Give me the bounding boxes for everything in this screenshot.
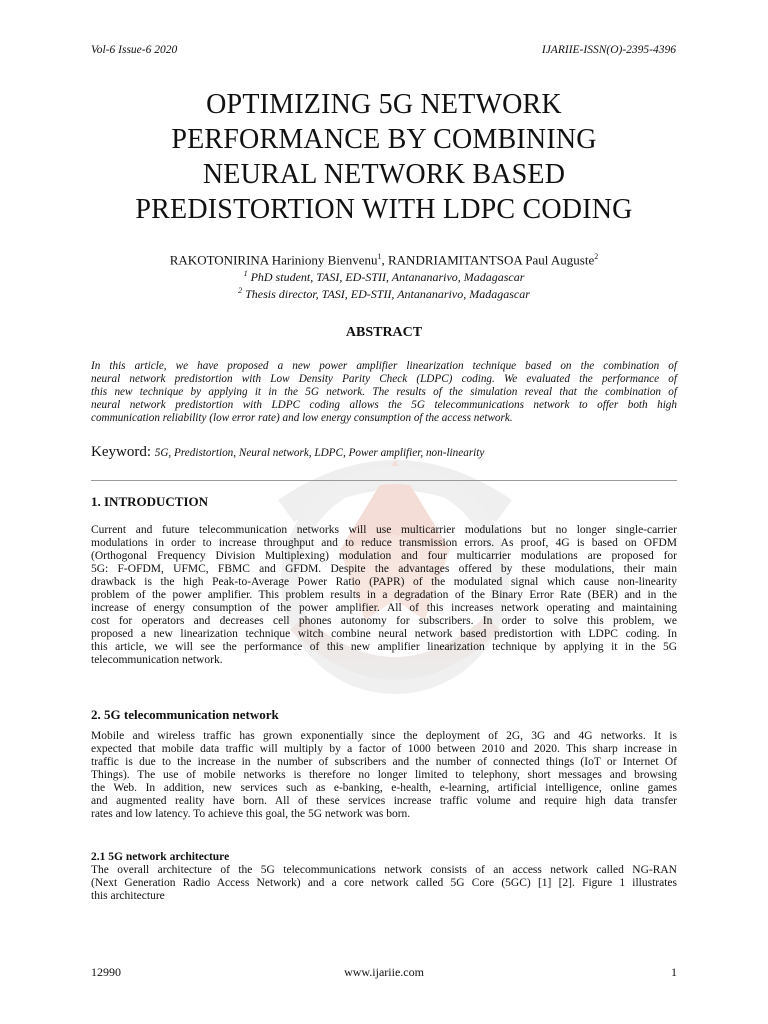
running-header-volume: Vol-6 Issue-6 2020 (91, 44, 178, 56)
title-line: PREDISTORTION WITH LDPC CODING (135, 194, 633, 225)
paragraph-line: telecommunication network. (91, 654, 223, 666)
affiliation-text: PhD student, TASI, ED-STII, Antananarivo, Madagascar (247, 270, 525, 284)
paragraph-line: Mobile and wireless traffic has grown exponentially since the deployment of 2G, 3G and 4G networks. It is (91, 730, 677, 742)
paragraph-line: (Orthogonal Frequency Division Multiplexing) modulation and four multicarrier modulations are proposed for (91, 550, 677, 562)
affiliation (60, 286, 708, 302)
affiliation-mark: 2 (238, 286, 243, 295)
paragraph-line: Current and future telecommunication networks will use multicarrier modulations but no longer single-carrier (91, 524, 677, 536)
paragraph-line: The overall architecture of the 5G telecommunications network consists of an access network called NG-RAN (91, 864, 677, 876)
paragraph-line: Things). The use of mobile networks is therefore no longer limited to telephony, short messages and browsing (91, 769, 677, 781)
section-heading-5g-network: 2. 5G telecommunication network (91, 707, 279, 722)
footer-page-number: 1 (671, 965, 677, 979)
paragraph-line: drawback is the high Peak-to-Average Power Ratio (PAPR) of the modulated signal which cause non-linearity (91, 576, 677, 588)
author-affiliation-mark: 1 (377, 252, 382, 261)
abstract-line: communication reliability (low error rate) and low energy consumption of the access network. (91, 412, 513, 424)
author-name: RANDRIAMITANTSOA Paul Auguste (388, 252, 595, 268)
paragraph-line: proposed a new linearization technique witch combine neural network based predistortion with LDPC coding. In (91, 628, 677, 640)
abstract-heading: ABSTRACT (345, 325, 423, 340)
title-line: PERFORMANCE BY COMBINING (171, 124, 597, 155)
paragraph-line: this article, we will see the performance of this new amplifier linearization technique by applying it in the 5G (91, 641, 677, 653)
paper-title (60, 87, 708, 227)
paragraph-line: expected that mobile data traffic will multiply by a factor of 1000 between 2010 and 2020. This sharp increase in (91, 743, 677, 755)
keywords-text: 5G, Predistortion, Neural network, LDPC, Power amplifier, non-linearity (154, 447, 485, 459)
paragraph-line: traffic is due to the increase in the number of subscribers and the number of connected things (IoT or Internet Of (91, 756, 677, 768)
paragraph-line: and augmented reality have born. All of these services increase traffic volume and require high data transfer (91, 795, 677, 807)
author-list (60, 252, 708, 268)
footer-paper-id: 12990 (91, 965, 121, 979)
subsection-heading-architecture: 2.1 5G network architecture (91, 851, 230, 863)
section-heading-introduction: 1. INTRODUCTION (91, 494, 209, 509)
introduction-paragraph (91, 524, 677, 667)
paragraph-line: the Web. In addition, new services such as e-banking, e-health, e-learning, artificial intelligence, online games (91, 782, 677, 794)
abstract-line: neural network predistortion with LDPC coding allows the 5G telecommunications network to offer both high (91, 399, 677, 411)
title-line: OPTIMIZING 5G NETWORK (206, 89, 562, 120)
paragraph-line: problem of the power amplifier. This problem results in a degradation of the Binary Error Rate (BER) and in the (91, 589, 677, 601)
section-divider (91, 480, 677, 481)
paragraph-line: this architecture (91, 890, 165, 902)
footer-website: www.ijariie.com (344, 965, 424, 979)
5g-network-paragraph (91, 730, 677, 821)
affiliation-mark: 1 (243, 269, 248, 278)
affiliation-text: Thesis director, TASI, ED-STII, Antananarivo, Madagascar (242, 287, 530, 301)
paragraph-line: modulations in order to increase throughput and to reduce transmission errors. As proof, 4G is based on OFDM (91, 537, 677, 549)
abstract-line: In this article, we have proposed a new power amplifier linearization technique based on the combination of (91, 360, 677, 372)
author-affiliation-mark: 2 (594, 252, 599, 261)
paragraph-line: rates and low latency. To achieve this goal, the 5G network was born. (91, 808, 411, 820)
author-separator: , (381, 252, 388, 268)
paragraph-line: cost for operators and decreases cell phones autonomy for subscribers. In order to solve this problem, we (91, 615, 677, 627)
abstract-line: neural network predistortion with Low Density Parity Check (LDPC) coding. We evaluated the performance of (91, 373, 677, 385)
paragraph-line: 5G: F-OFDM, UFMC, FBMC and GFDM. Despite the advantages offered by these modulations, their main (91, 563, 677, 575)
paragraph-line: increase of energy consumption of the power amplifier. All of this increases network operating and maintaining (91, 602, 677, 614)
author-name: RAKOTONIRINA Hariniony Bienvenu (169, 252, 378, 268)
paragraph-line: (Next Generation Radio Access Network) and a core network called 5G Core (5GC) [1] [2]. Figure 1 illustrates (91, 877, 677, 889)
keywords-label: Keyword: (91, 444, 155, 460)
running-header-issn: IJARIIE-ISSN(O)-2395-4396 (541, 44, 676, 56)
keywords (91, 444, 677, 461)
title-line: NEURAL NETWORK BASED (202, 159, 566, 190)
architecture-paragraph (91, 864, 677, 903)
abstract-line: this new technique by applying it in the 5G network. The results of the simulation reveal that the combination of (91, 386, 677, 398)
abstract-body (91, 360, 677, 425)
affiliation (60, 269, 708, 285)
